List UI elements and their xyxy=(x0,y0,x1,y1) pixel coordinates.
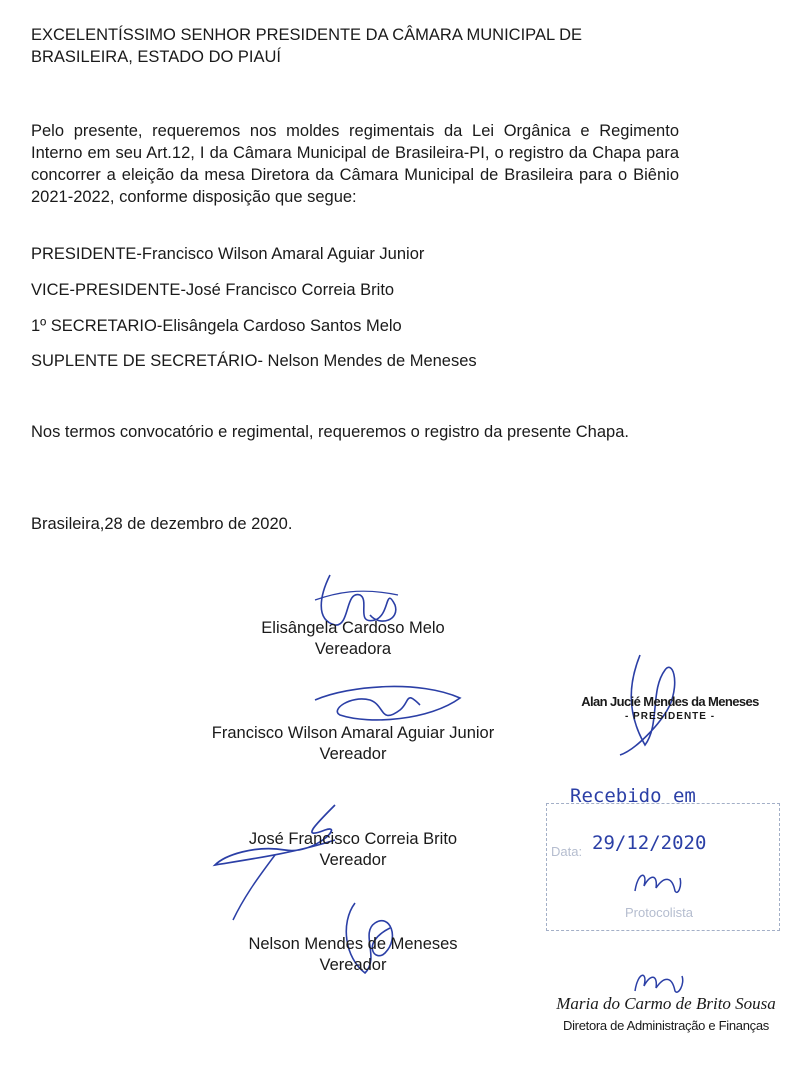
slate-first-secretary: 1º SECRETARIO-Elisângela Cardoso Santos Melo xyxy=(31,317,402,335)
signer-block-3 xyxy=(220,829,486,871)
received-handwritten: Recebido em xyxy=(570,785,696,807)
request-paragraph: Pelo presente, requeremos nos moldes regimentais da Lei Orgânica e Regimento Interno em seu Art.12, I da Câmara Municipal de Brasileira-PI, o registro da Chapa para concorrer a eleição da mesa Diretora da Câmara Municipal de Brasileira para o Biênio 2021-2022, conforme disposição que segue: xyxy=(31,122,679,206)
header-line-2: BRASILEIRA, ESTADO DO PIAUÍ xyxy=(31,48,282,66)
signer-name: Nelson Mendes de Meneses xyxy=(248,935,458,953)
director-block xyxy=(548,994,784,1033)
president-name: Alan Jucié Mendes da Meneses xyxy=(581,694,759,709)
slate-substitute-secretary: SUPLENTE DE SECRETÁRIO- Nelson Mendes de Meneses xyxy=(31,352,477,370)
president-title: - PRESIDENTE - xyxy=(624,711,716,722)
stamp-date-label: Data: xyxy=(551,844,583,859)
signer-name: José Francisco Correia Brito xyxy=(248,830,458,848)
signer-block-4 xyxy=(223,934,483,976)
signer-role: Vereador xyxy=(319,851,387,869)
header-line-1: EXCELENTÍSSIMO SENHOR PRESIDENTE DA CÂMARA MUNICIPAL DE xyxy=(31,26,583,44)
signer-name: Francisco Wilson Amaral Aguiar Junior xyxy=(211,724,495,742)
director-title: Diretora de Administração e Finanças xyxy=(563,1018,769,1033)
slate-president: PRESIDENTE-Francisco Wilson Amaral Aguiar Junior xyxy=(31,245,425,263)
director-name: Maria do Carmo de Brito Sousa xyxy=(556,994,776,1013)
closing-paragraph: Nos termos convocatório e regimental, requeremos o registro da presente Chapa. xyxy=(31,423,629,441)
protocol-initials xyxy=(630,866,685,901)
signer-role: Vereadora xyxy=(314,640,392,658)
date-line: Brasileira,28 de dezembro de 2020. xyxy=(31,515,293,533)
signer-role: Vereador xyxy=(319,745,387,763)
president-stamp xyxy=(570,694,770,722)
stamp-protocolista: Protocolista xyxy=(625,905,693,920)
signer-name: Elisângela Cardoso Melo xyxy=(261,619,445,637)
received-date: 29/12/2020 xyxy=(592,832,707,854)
signer-block-2 xyxy=(190,723,516,765)
signer-block-1 xyxy=(240,618,466,660)
signer-role: Vereador xyxy=(319,956,387,974)
slate-vice-president: VICE-PRESIDENTE-José Francisco Correia Brito xyxy=(31,281,395,299)
addressee-header xyxy=(31,24,671,68)
